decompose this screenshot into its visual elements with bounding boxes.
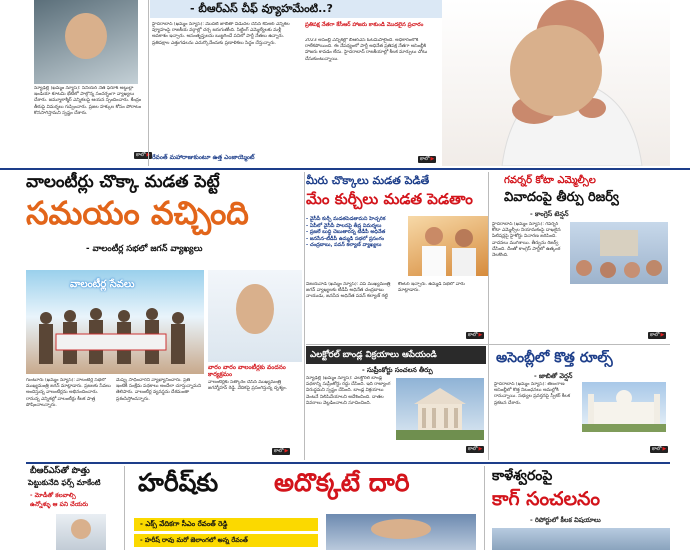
assembly-section — [490, 346, 670, 458]
assembly-more-link[interactable]: కాలో ▶ — [650, 446, 668, 453]
middle-footer: రేవంత్ మహారాజుకుంటూ ఉత్త ఎంజాయ్మెంట్ — [152, 154, 255, 161]
bottom-left — [26, 466, 122, 550]
volunteers-section — [26, 172, 302, 460]
volunteers-body-right: మెప్పు సాధించారని వ్యాఖ్యానించారు. ప్రతి ఇంటికీ సంక్షేమ పథకాలు అందేలా చూస్తున్నామని తెలిపారు. వాలంటీర్ల వ్యవస్థను దేశమంతా ప్రశంసిస్తోందన్నారు. — [116, 378, 202, 402]
divider — [148, 0, 149, 166]
bottom-center-headline-red: అదొక్కటే దారి — [274, 468, 410, 497]
crowd-icon — [26, 270, 204, 374]
counter-bullet: - వైసీపీ కుర్చీ మడతపెడతామని హెచ్చరిక — [306, 216, 386, 222]
left-more-link[interactable]: కాలో ▶ — [134, 152, 152, 159]
chandrababu-pawan-photo — [408, 216, 488, 276]
electoral-headline: ఎలక్టోరల్ బాండ్ల విక్రయాలు ఆపేయండి — [310, 350, 437, 360]
volunteers-caption-body: వాలంటీర్లకు సత్కారం చేసిన ముఖ్యమంత్రి జగన్మోహన్ రెడ్డి. వేదికపై ప్రసంగిస్తున్న దృశ్యం. — [208, 380, 288, 392]
top-rule — [0, 168, 690, 170]
volunteers-banner-photo — [26, 270, 204, 374]
bottom-left-photo — [56, 514, 106, 550]
governor-collage-photo — [570, 222, 668, 284]
courthouse-icon — [396, 378, 484, 440]
volunteers-more-link[interactable]: కాలో ▶ — [272, 448, 290, 455]
jagan-photo — [208, 270, 302, 362]
counter-bullet: - చంద్రబాబు, పవన్ కల్యాణ్ వ్యాఖ్యలు — [306, 242, 382, 249]
bottom-center-photo — [326, 514, 476, 550]
leader-photo-left — [34, 0, 138, 84]
mid-rule — [306, 344, 670, 345]
bottom-center-headline-black: హరీష్‌కు — [138, 468, 219, 497]
bottom-left-sub-1: - మోడీతో కలవాల్సి — [30, 492, 76, 499]
governor-subline: - కాంగ్రెస్ టెన్షన్ — [530, 210, 569, 218]
volunteers-subline: - వాలంటీర్ల సభలో జగన్ వ్యాఖ్యలు — [86, 244, 203, 254]
bottom-right-headline: కాగ్ సంచలనం — [492, 488, 601, 510]
governor-more-link[interactable]: కాలో ▶ — [648, 332, 666, 339]
assembly-building-icon — [582, 382, 666, 432]
divider — [488, 172, 489, 460]
bottom-center-bullet-2: - హరీష్ రావు మరో జెలాంగలో అన్న రేవంత్ — [140, 536, 248, 544]
assembly-headline: అసెంబ్లీలో కొత్త రూల్స్ — [496, 350, 613, 366]
bottom-right-photo — [492, 528, 670, 550]
bottom-center-bullet-1: - ఎక్స్ వేదికగా సీఎం రేవంత్ రెడ్డి — [140, 520, 228, 528]
assembly-subline: - జాబితో వెర్షన్ — [534, 372, 573, 380]
assembly-building-photo — [582, 382, 666, 432]
counter-headline: మేం కుర్చీలు మడత పెడతాం — [306, 190, 473, 208]
volunteers-body-left: గుంటూరు (ఖమ్మం న్యూస్): వాలంటీర్ల సభలో ముఖ్యమంత్రి జగన్ మాట్లాడారు. ప్రజలకు సేవలు అందిస్తున్న వాలంటీర్లను అభినందించారు. రానున్న ఎన్నికల్లో వాలంటీర్లు కీలక పాత్ర పోషించాలన్నారు. — [26, 378, 111, 408]
electoral-section — [306, 346, 486, 458]
bottom-right-kicker: కాళేశ్వరంపై — [492, 468, 553, 484]
left-story-body: న్యూఢిల్లీ (ఖమ్మం న్యూస్): సీనియర్ నేత ఫరూక్ అబ్దుల్లా ఇండియా కూటమి భేటీలో పాల్గొన్న సందర్భంగా వ్యాఖ్యలు చేశారు. జమ్మూకాశ్మీర్ ఎన్నికలపై ఆయన స్పందించారు. కేంద్రం తీరుపై విమర్శలు గుప్పించారు. ప్రజల హక్కుల కోసం పోరాటం కొనసాగిస్తామని స్పష్టం చేశారు. — [34, 86, 142, 116]
electoral-subline: - సుప్రీంకోర్టు సంచలన తీర్పు — [362, 366, 433, 374]
counter-bullets — [306, 216, 406, 249]
counter-bullet: - ఏపీలో వైసీపీ పాలనపై తీవ్ర విమర్శలు — [306, 222, 382, 229]
governor-headline: వివాదంపై తీర్పు రిజర్వ్ — [504, 190, 619, 205]
speaker-figure-icon — [442, 0, 670, 166]
counter-section — [306, 172, 486, 342]
top-section — [0, 0, 690, 168]
bottom-center — [126, 466, 482, 550]
volunteers-headline-big: సమయం వచ్చింది — [26, 194, 249, 232]
middle-headline: - బీఆర్ఎస్ చీఫ్ వ్యూహమేంటి..? — [190, 2, 333, 15]
electoral-more-link[interactable]: కాలో ▶ — [466, 446, 484, 453]
electoral-body: న్యూఢిల్లీ (ఖమ్మం న్యూస్): ఎలక్టోరల్ బాండ్ల పథకాన్ని సుప్రీంకోర్టు రద్దు చేసింది. ఇది రాజ్యాంగ విరుద్ధమని స్పష్టం చేసింది. బాండ్ల విక్రయాలు వెంటనే నిలిపివేయాలని ఆదేశించింది. దాతల వివరాలు వెల్లడించాలని సూచించింది. — [306, 376, 391, 406]
right-more-link[interactable]: కాలో ▶ — [418, 156, 436, 163]
counter-bullet: - జనసేన-టీడీపీ ఉమ్మడి సభలో ప్రసంగం — [306, 235, 385, 242]
bottom-left-sub-2: ఉన్నోళ్ళు ఆ పని చేయరు — [30, 501, 89, 508]
kcr-photo — [442, 0, 670, 166]
right-kicker: ప్రతిపక్ష నేతగా కేసీఆర్ హాజరు కాకుండి మొదలైన ప్రచారం — [305, 22, 424, 28]
bottom-right — [486, 466, 670, 550]
governor-kicker: గవర్నర్ కోటా ఎమ్మెల్సీల — [504, 175, 596, 186]
volunteers-banner-text: వాలంటీర్ల సేవలు — [70, 279, 135, 290]
right-body: 2023 అసెంబ్లీ ఎన్నికల్లో బీఆర్ఎస్ ఓటమిపాలైంది. అధికారంలోకి రాలేకపోయింది. ఈ నేపథ్యంలో పార్టీ అధినేత ప్రతిపక్ష నేతగా అసెంబ్లీకి హాజరు కావడం లేదు. హైదరాబాద్ రాజకీయాల్లో కీలక మార్పులు చోటు చేసుకుంటున్నాయి. — [305, 38, 428, 62]
counter-bullet: - ప్రజలే బుద్ధి చెబుతారన్న టీడీపీ అధినేత — [306, 229, 386, 236]
divider — [484, 466, 485, 550]
divider — [304, 172, 305, 460]
middle-body: హైదరాబాద్ (ఖమ్మం న్యూస్): మొదటి జాబితా విడుదల చేసిన కేసీఆర్ ఎన్నికల వ్యూహంపై రాజకీయ వర్గాల్లో చర్చ జరుగుతోంది. సిట్టింగ్ ఎమ్మెల్యేలకు మళ్లీ అవకాశం ఇచ్చారు. అసంతృప్తులను బుజ్జగించే పనిలో పార్టీ నేతలు ఉన్నారు. ప్రతిపక్షాల ఎత్తుగడలను ఎదుర్కొనేందుకు ప్రణాళికలు సిద్ధం చేస్తున్నారు. — [152, 22, 290, 46]
two-leaders-icon — [408, 216, 488, 276]
counter-body: విజయవాడ (ఖమ్మం న్యూస్): ఏపీ ముఖ్యమంత్రి జగన్ వ్యాఖ్యలకు టీడీపీ అధినేత చంద్రబాబు నాయుడు, జనసేన అధినేత పవన్ కల్యాణ్ గట్టి కౌంటర్ ఇచ్చారు. ఉమ్మడి సభలో వారు మాట్లాడారు. — [306, 282, 465, 300]
bottom-left-headline-2: పెట్టుకునేది ఫర్స్ మాకేంటి — [28, 478, 101, 487]
bottom-left-headline-1: బీఆర్ఎస్‌తో పొత్తు — [30, 466, 90, 476]
counter-more-link[interactable]: కాలో ▶ — [466, 332, 484, 339]
volunteers-headline-small: వాలంటీర్లు చొక్కా మడత పెట్టే — [26, 172, 220, 192]
governor-section — [490, 172, 670, 342]
governor-body: హైదరాబాద్ (ఖమ్మం న్యూస్): గవర్నర్ కోటా ఎమ్మెల్సీల నియామకంపై దాఖలైన పిటిషన్లపై హైకోర్టు విచారణ జరిపింది. వాదనలు ముగిశాయి. తీర్పును రిజర్వ్ చేసింది. దీంతో కాంగ్రెస్ పార్టీలో ఉత్కంఠ నెలకొంది. — [492, 222, 561, 259]
assembly-body: హైదరాబాద్ (ఖమ్మం న్యూస్): తెలంగాణ అసెంబ్లీలో కొత్త నిబంధనలు అమల్లోకి రానున్నాయి. సభ్యుల ప్రవర్తనపై స్పీకర్ కీలక ప్రకటన చేశారు. — [494, 382, 571, 406]
supreme-court-photo — [396, 378, 484, 440]
divider — [124, 466, 125, 550]
bottom-rule — [26, 462, 670, 464]
building-portraits-icon — [570, 222, 668, 284]
counter-kicker: మీరు చొక్కాలు మడత పెడితే — [306, 174, 430, 187]
bottom-right-subline: - రిపోర్టులో కీలక విషయాలు — [530, 516, 601, 524]
volunteers-caption-red: వారం వారం వాలంటీర్లకు వందనం కార్యక్రమం — [208, 364, 286, 379]
